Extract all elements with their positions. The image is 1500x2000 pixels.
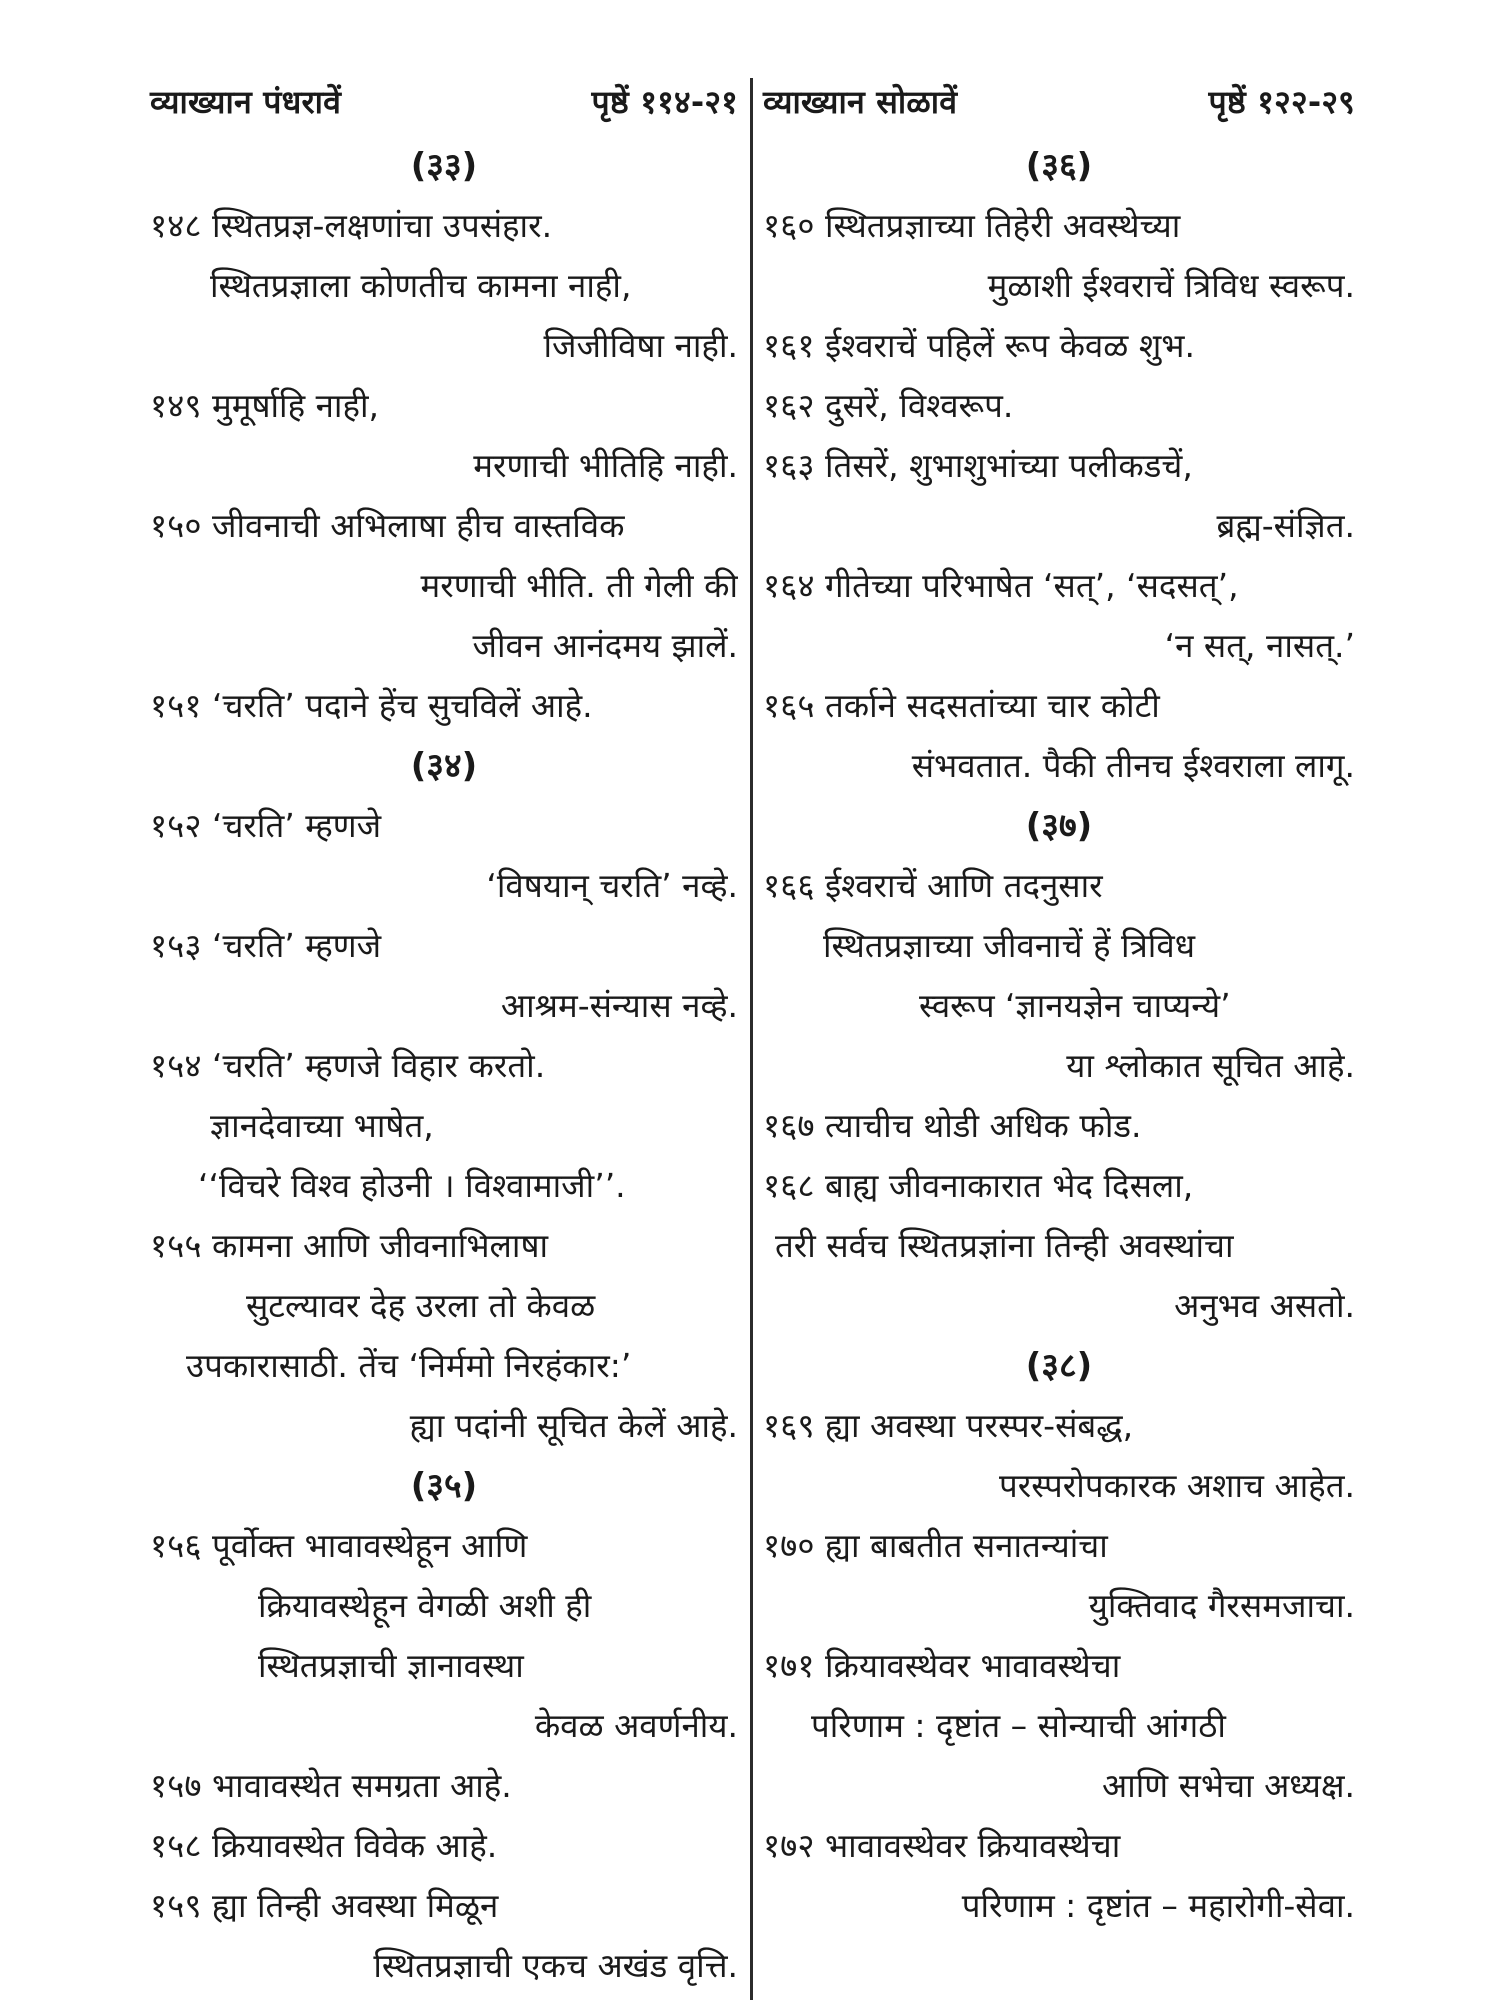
outline-item-continuation: या श्लोकात सूचित आहे.	[1066, 1046, 1355, 1085]
outline-item-continuation: ‘‘विचरे विश्व होउनी । विश्वामाजी’’.	[198, 1166, 626, 1205]
outline-item: १६४ गीतेच्या परिभाषेत ‘सत्’, ‘सदसत्’,	[763, 566, 1239, 605]
section-number: (३७)	[1025, 806, 1093, 846]
outline-item: १४९ मुमूर्षाहि नाही,	[150, 386, 380, 425]
outline-item-continuation: ‘विषयान् चरति’ नव्हे.	[486, 866, 738, 905]
outline-item-continuation: स्थितप्रज्ञाच्या जीवनाचें हें त्रिविध	[823, 926, 1195, 965]
outline-item-continuation: आणि सभेचा अध्यक्ष.	[1101, 1766, 1355, 1805]
outline-item-continuation: ब्रह्म-संज्ञित.	[1216, 506, 1355, 545]
right-column	[763, 66, 1355, 1936]
left-column	[150, 66, 738, 1996]
outline-item-continuation: ‘न सत्, नासत्.’	[1164, 626, 1355, 665]
right-lecture-title: व्याख्यान सोळावें	[763, 82, 958, 121]
outline-item-continuation: मरणाची भीति. ती गेली की	[420, 566, 738, 605]
outline-item-continuation: स्थितप्रज्ञाला कोणतीच कामना नाही,	[210, 266, 632, 305]
outline-item: १६१ ईश्वराचें पहिलें रूप केवळ शुभ.	[763, 326, 1195, 365]
outline-item-continuation: उपकारासाठी. तेंच ‘निर्ममो निरहंकार:’	[186, 1346, 632, 1385]
outline-item-continuation: सुटल्यावर देह उरला तो केवळ	[246, 1286, 596, 1325]
outline-item-continuation: ज्ञानदेवाच्या भाषेत,	[210, 1106, 434, 1145]
outline-item: १५९ ह्या तिन्ही अवस्था मिळून	[150, 1886, 499, 1925]
outline-item-continuation: जिजीविषा नाही.	[543, 326, 738, 365]
outline-item-continuation: स्थितप्रज्ञाची एकच अखंड वृत्ति.	[373, 1946, 738, 1985]
outline-item-continuation: परस्परोपकारक अशाच आहेत.	[998, 1466, 1355, 1505]
outline-item: १६८ बाह्य जीवनाकारात भेद दिसला,	[763, 1166, 1194, 1205]
outline-item: १६० स्थितप्रज्ञाच्या तिहेरी अवस्थेच्या	[763, 206, 1181, 245]
outline-item: १७१ क्रियावस्थेवर भावावस्थेचा	[763, 1646, 1121, 1685]
left-lines	[150, 136, 738, 1996]
left-page-range: पृष्ठें ११४-२१	[591, 82, 738, 121]
outline-item: १५६ पूर्वोक्त भावावस्थेहून आणि	[150, 1526, 528, 1565]
outline-item: १५३ ‘चरति’ म्हणजे	[150, 926, 382, 965]
section-number: (३३)	[410, 146, 478, 186]
left-lecture-title: व्याख्यान पंधरावें	[150, 82, 342, 121]
outline-item: १६९ ह्या अवस्था परस्पर-संबद्ध,	[763, 1406, 1134, 1445]
outline-item-continuation: स्थितप्रज्ञाची ज्ञानावस्था	[258, 1646, 524, 1685]
outline-item-continuation: संभवतात. पैकी तीनच ईश्वराला लागू.	[911, 746, 1355, 785]
outline-item: १७२ भावावस्थेवर क्रियावस्थेचा	[763, 1826, 1121, 1865]
outline-item: १६६ ईश्वराचें आणि तदनुसार	[763, 866, 1103, 905]
section-number: (३५)	[410, 1466, 478, 1506]
section-number: (३४)	[410, 746, 478, 786]
outline-item-continuation: स्वरूप ‘ज्ञानयज्ञेन चाप्यन्ये’	[919, 986, 1231, 1025]
outline-item-continuation: क्रियावस्थेहून वेगळी अशी ही	[258, 1586, 592, 1625]
outline-item: १४८ स्थितप्रज्ञ-लक्षणांचा उपसंहार.	[150, 206, 553, 245]
outline-item: १६३ तिसरें, शुभाशुभांच्या पलीकडचें,	[763, 446, 1193, 485]
outline-item-continuation: अनुभव असतो.	[1174, 1286, 1355, 1325]
outline-item: १५८ क्रियावस्थेत विवेक आहे.	[150, 1826, 498, 1865]
outline-item-continuation: युक्तिवाद गैरसमजाचा.	[1088, 1586, 1355, 1625]
outline-item-continuation: मुळाशी ईश्वराचें त्रिविध स्वरूप.	[987, 266, 1355, 305]
outline-item-continuation: केवळ अवर्णनीय.	[534, 1706, 738, 1745]
outline-item: १६५ तर्काने सदसतांच्या चार कोटी	[763, 686, 1160, 725]
outline-item: १५१ ‘चरति’ पदाने हेंच सुचविलें आहे.	[150, 686, 593, 725]
section-number: (३६)	[1025, 146, 1093, 186]
outline-item: १६२ दुसरें, विश्वरूप.	[763, 386, 1014, 425]
outline-item: १६७ त्याचीच थोडी अधिक फोड.	[763, 1106, 1142, 1145]
outline-item-continuation: मरणाची भीतिहि नाही.	[473, 446, 738, 485]
outline-item: १५० जीवनाची अभिलाषा हीच वास्तविक	[150, 506, 625, 545]
right-header	[763, 66, 1355, 136]
right-page-range: पृष्ठें १२२-२९	[1208, 82, 1355, 121]
outline-item-continuation: परिणाम : दृष्टांत – महारोगी-सेवा.	[961, 1886, 1355, 1925]
left-header	[150, 66, 738, 136]
outline-item-continuation: ह्या पदांनी सूचित केलें आहे.	[409, 1406, 738, 1445]
outline-item-continuation: आश्रम-संन्यास नव्हे.	[500, 986, 738, 1025]
outline-item: १५२ ‘चरति’ म्हणजे	[150, 806, 382, 845]
outline-item: १५४ ‘चरति’ म्हणजे विहार करतो.	[150, 1046, 546, 1085]
column-divider	[750, 78, 753, 2000]
right-lines	[763, 136, 1355, 1936]
outline-item: १५७ भावावस्थेत समग्रता आहे.	[150, 1766, 512, 1805]
outline-item: १५५ कामना आणि जीवनाभिलाषा	[150, 1226, 549, 1265]
outline-item-continuation: जीवन आनंदमय झालें.	[472, 626, 738, 665]
outline-item: १७० ह्या बाबतीत सनातन्यांचा	[763, 1526, 1108, 1565]
section-number: (३८)	[1025, 1346, 1093, 1386]
outline-item-continuation: परिणाम : दृष्टांत – सोन्याची आंगठी	[811, 1706, 1226, 1745]
outline-item-continuation: तरी सर्वच स्थितप्रज्ञांना तिन्ही अवस्थांचा	[775, 1226, 1234, 1265]
